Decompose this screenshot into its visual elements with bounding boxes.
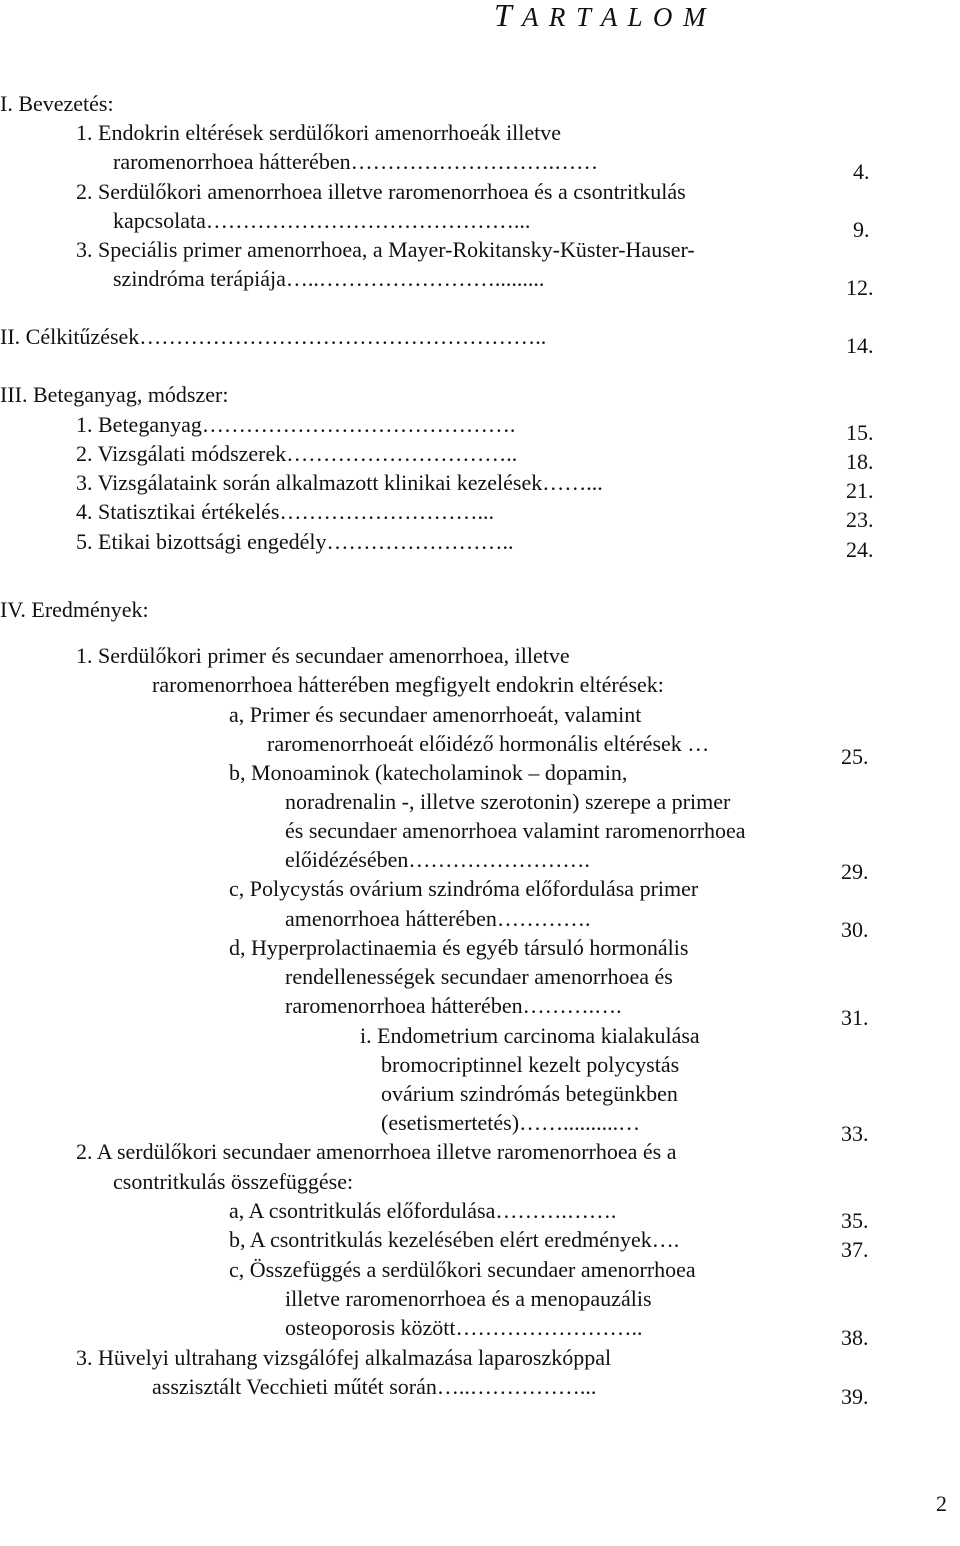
toc-entry-4-1-d-i-cont2: ovárium szindrómás betegünkben [381,1081,678,1106]
toc-entry-4-1-d-i: i. Endometrium carcinoma kialakulása [360,1023,700,1048]
toc-entry-4-2-c-cont1: illetve raromenorrhoea és a menopauzális [285,1286,652,1311]
toc-entry-4-1-d-cont1: rendellenességek secundaer amenorrhoea és [285,964,673,989]
toc-entry-4-1-a-cont: raromenorrhoeát előidéző hormonális eltérések … [267,731,710,756]
toc-entry-1-1: 1. Endokrin eltérések serdülőkori amenorrhoeák illetve [76,120,562,145]
toc-page-18: 18. [846,449,874,474]
toc-page-30: 30. [841,917,869,942]
toc-entry-4-1-d-cont2: raromenorrhoea hátterében……….…. [285,993,622,1018]
toc-section-1: I. Bevezetés: [0,91,114,116]
page-number: 2 [936,1491,947,1516]
toc-entry-1-3: 3. Speciális primer amenorrhoea, a Mayer-Rokitansky-Küster-Hauser- [76,237,695,262]
toc-entry-4-2-cont: csontritkulás összefüggése: [113,1169,354,1194]
toc-section-4: IV. Eredmények: [0,597,149,622]
toc-page-14: 14. [846,333,874,358]
toc-page-38: 38. [841,1325,869,1350]
toc-entry-3-3: 3. Vizsgálataink során alkalmazott klinikai kezelések……... [76,470,603,495]
toc-page-37: 37. [841,1237,869,1262]
toc-page-9: 9. [853,217,870,242]
toc-entry-4-1-d-i-cont1: bromocriptinnel kezelt polycystás [381,1052,680,1077]
toc-entry-1-2-cont: kapcsolata……………………………………... [113,208,531,233]
toc-entry-4-1-d: d, Hyperprolactinaemia és egyéb társuló hormonális [229,935,689,960]
toc-page-21: 21. [846,478,874,503]
toc-page-15: 15. [846,420,874,445]
toc-page-23: 23. [846,507,874,532]
toc-entry-4-1-cont: raromenorrhoea hátterében megfigyelt endokrin eltérések: [152,672,664,697]
toc-entry-4-1-b: b, Monoaminok (katecholaminok – dopamin, [229,760,628,785]
toc-page-31: 31. [841,1005,869,1030]
toc-page-4: 4. [853,159,870,184]
toc-entry-4-1-b-cont3: előidézésében……………………. [285,847,590,872]
page-title: T A R T A L O M [494,0,708,33]
toc-entry-3-5: 5. Etikai bizottsági engedély…………………….. [76,529,514,554]
toc-entry-4-2-c-cont2: osteoporosis között…………………….. [285,1315,643,1340]
toc-section-3: III. Beteganyag, módszer: [0,382,229,407]
toc-entry-4-1-a: a, Primer és secundaer amenorrhoeát, valamint [229,702,642,727]
toc-entry-4-2-c: c, Összefüggés a serdülőkori secundaer amenorrhoea [229,1257,696,1282]
toc-entry-4-2-b: b, A csontritkulás kezelésében elért eredmények…. [229,1227,680,1252]
toc-entry-1-1-cont: raromenorrhoea hátterében……………………….…… [113,149,599,174]
toc-page-33: 33. [841,1121,869,1146]
toc-entry-4-1-d-i-cont3: (esetismertetés)……..........… [381,1110,641,1135]
toc-page-39: 39. [841,1384,869,1409]
toc-entry-3-2: 2. Vizsgálati módszerek………………………….. [76,441,518,466]
toc-entry-4-1-c: c, Polycystás ovárium szindróma előfordulása primer [229,876,699,901]
toc-entry-4-1-c-cont: amenorrhoea hátterében…………. [285,906,591,931]
toc-entry-4-2-a: a, A csontritkulás előfordulása……….……. [229,1198,617,1223]
toc-entry-1-3-cont: szindróma terápiája…..……………………......... [113,266,545,291]
toc-page-35: 35. [841,1208,869,1233]
toc-entry-4-1: 1. Serdülőkori primer és secundaer amenorrhoea, illetve [76,643,570,668]
toc-entry-3-1: 1. Beteganyag……………………………………. [76,412,516,437]
toc-page-25: 25. [841,744,869,769]
toc-page-12: 12. [846,275,874,300]
toc-entry-1-2: 2. Serdülőkori amenorrhoea illetve raromenorrhoea és a csontritkulás [76,179,686,204]
toc-entry-4-1-b-cont1: noradrenalin -, illetve szerotonin) szerepe a primer [285,789,731,814]
toc-page-24: 24. [846,537,874,562]
toc-entry-3-4: 4. Statisztikai értékelés………………………... [76,499,494,524]
toc-section-2: II. Célkitűzések……………………………………………….. [0,324,547,349]
toc-entry-4-3: 3. Hüvelyi ultrahang vizsgálófej alkalmazása laparoszkóppal [76,1345,612,1370]
toc-entry-4-1-b-cont2: és secundaer amenorrhoea valamint raromenorrhoea [285,818,746,843]
toc-entry-4-2: 2. A serdülőkori secundaer amenorrhoea illetve raromenorrhoea és a [76,1139,677,1164]
toc-page-29: 29. [841,859,869,884]
toc-entry-4-3-cont: asszisztált Vecchieti műtét során…..……………... [152,1374,597,1399]
